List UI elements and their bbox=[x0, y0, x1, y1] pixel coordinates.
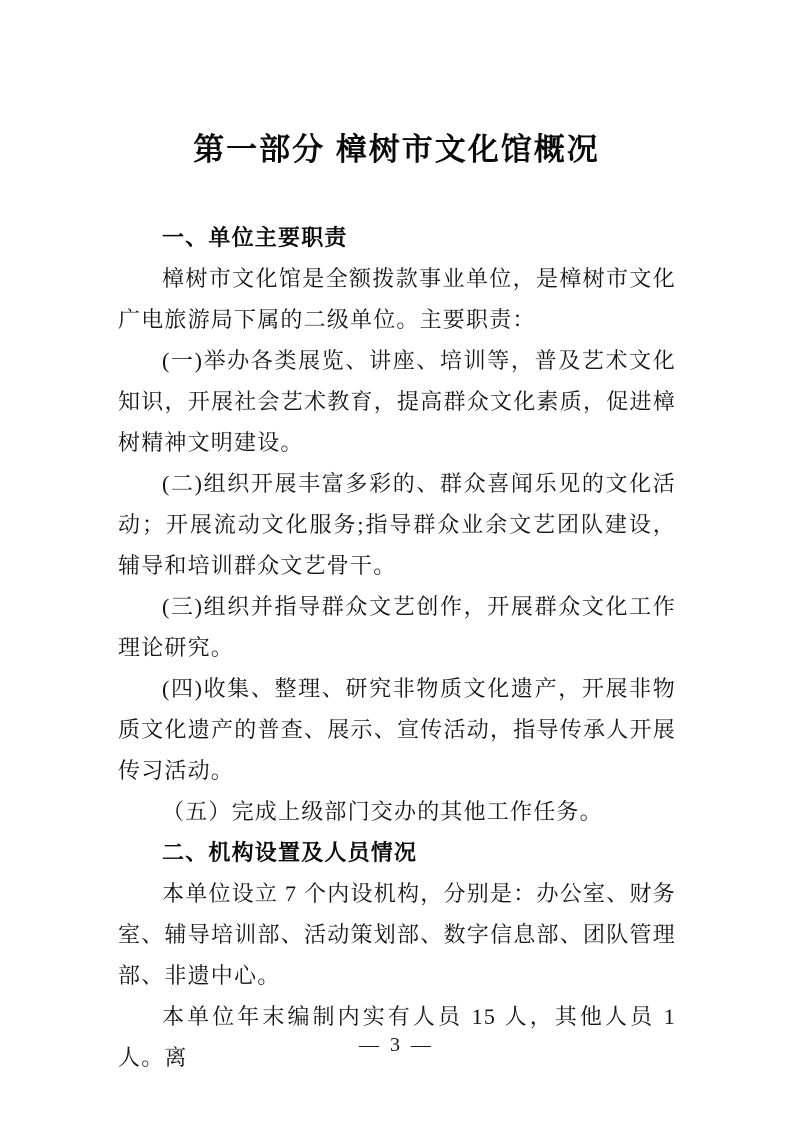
document-body bbox=[118, 217, 676, 1078]
section-heading-duties: 一、单位主要职责 bbox=[162, 225, 348, 250]
paragraph-duty-4: (四)收集、整理、研究非物质文化遗产，开展非物质文化遗产的普查、展示、宣传活动，指导传承人开展传习活动。 bbox=[118, 676, 676, 783]
paragraph-duty-5: （五）完成上级部门交办的其他工作任务。 bbox=[162, 799, 603, 824]
paragraph-duty-2: (二)组织开展丰富多彩的、群众喜闻乐见的文化活动；开展流动文化服务;指导群众业余文艺团队建设，辅导和培训群众文艺骨干。 bbox=[118, 471, 676, 578]
paragraph-staffing: 本单位年末编制内实有人员 15 人，其他人员 1 人。离 bbox=[118, 1004, 676, 1070]
paragraph-duty-1: (一)举办各类展览、讲座、培训等，普及艺术文化知识，开展社会艺术教育，提高群众文化素质，促进樟树精神文明建设。 bbox=[118, 348, 676, 455]
page-number: — 3 — bbox=[359, 1034, 434, 1056]
paragraph-org-structure: 本单位设立 7 个内设机构，分别是：办公室、财务室、辅导培训部、活动策划部、数字信息部、团队管理部、非遗中心。 bbox=[118, 881, 676, 988]
document-title: 第一部分 樟树市文化馆概况 bbox=[193, 132, 600, 167]
paragraph-intro: 樟树市文化馆是全额拨款事业单位，是樟树市文化广电旅游局下属的二级单位。主要职责： bbox=[118, 266, 676, 332]
paragraph-duty-3: (三)组织并指导群众文艺创作，开展群众文化工作理论研究。 bbox=[118, 594, 676, 660]
section-heading-organization: 二、机构设置及人员情况 bbox=[162, 840, 418, 865]
